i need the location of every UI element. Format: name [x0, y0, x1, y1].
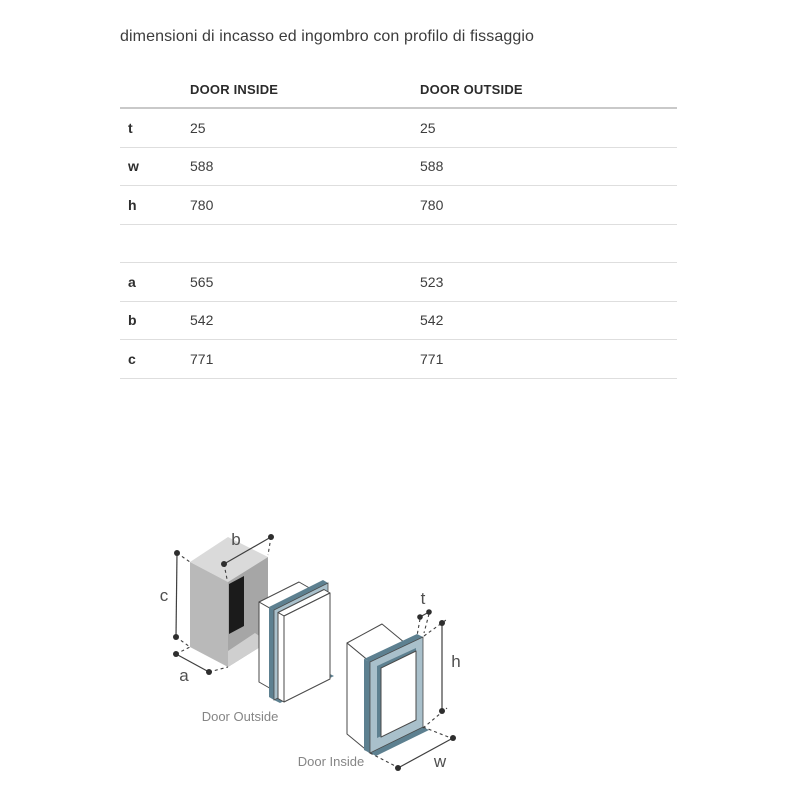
row-label: h [128, 196, 137, 213]
dimension-h [423, 620, 461, 728]
table-header-row [120, 72, 677, 109]
cell-door-outside: 25 [420, 119, 436, 136]
table-row [120, 186, 677, 225]
door-outside-caption: Door Outside [201, 709, 279, 724]
dim-label-t: t [420, 589, 426, 608]
table-row [120, 302, 677, 341]
cell-door-inside: 588 [190, 158, 214, 175]
row-label: b [128, 312, 137, 329]
cell-door-outside: 780 [420, 196, 444, 213]
dimensions-table [120, 72, 677, 379]
table-row [120, 109, 677, 148]
door-inside-caption: Door Inside [297, 754, 365, 769]
dim-label-h: h [451, 652, 461, 671]
row-label: t [128, 119, 133, 136]
dimension-c [160, 550, 190, 647]
isometric-drawing [150, 505, 480, 800]
cell-door-inside: 565 [190, 273, 214, 290]
cabinet-recess [190, 537, 268, 667]
table-row [120, 263, 677, 302]
cell-door-inside: 780 [190, 196, 214, 213]
installation-diagram [150, 505, 480, 805]
dim-label-b: b [231, 530, 241, 549]
cell-door-outside: 523 [420, 273, 444, 290]
dimension-t [417, 589, 432, 636]
row-label: w [128, 158, 139, 175]
table-row [120, 340, 677, 379]
cell-door-inside: 542 [190, 312, 214, 329]
row-label: c [128, 350, 136, 367]
cell-door-outside: 588 [420, 158, 444, 175]
recess-opening-slot [229, 576, 244, 634]
table-row-spacer [120, 225, 677, 264]
page-title: dimensioni di incasso ed ingombro con profilo di fissaggio [120, 28, 535, 45]
door-inside-unit [347, 624, 429, 756]
row-label: a [128, 273, 136, 290]
cell-door-inside: 771 [190, 350, 214, 367]
header-cell-door-outside: DOOR OUTSIDE [420, 82, 523, 97]
door-outside-unit [259, 580, 334, 703]
dim-label-w: w [433, 752, 447, 771]
cell-door-outside: 771 [420, 350, 444, 367]
dim-label-c: c [159, 586, 169, 605]
table-row [120, 148, 677, 187]
cell-door-inside: 25 [190, 119, 206, 136]
header-cell-door-inside: DOOR INSIDE [190, 82, 279, 97]
cell-door-outside: 542 [420, 312, 444, 329]
dim-label-a: a [179, 666, 189, 685]
